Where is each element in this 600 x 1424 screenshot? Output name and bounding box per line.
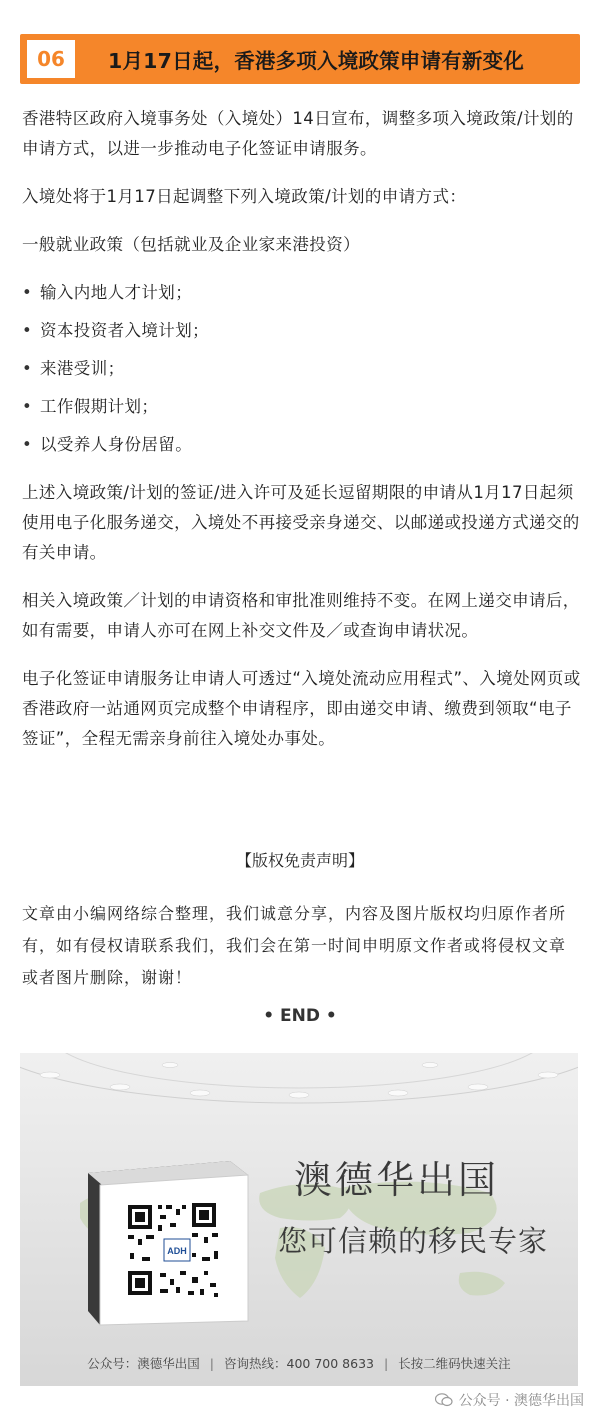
- qr-logo-text: ADH: [167, 1246, 187, 1256]
- list-item: • 工作假期计划；: [22, 392, 582, 422]
- section-number: 06: [26, 39, 76, 79]
- paragraph-service: 电子化签证申请服务让申请人可透过“入境处流动应用程式”、入境处网页或香港政府一站通网页完成整个申请程序，即由递交申请、缴费到领取“电子签证”，全程无需亲身前往入境处办事处。: [22, 669, 581, 748]
- paragraph-electronic: 上述入境政策/计划的签证/进入许可及延长逗留期限的申请从1月17日起须使用电子化服务递交，入境处不再接受亲身递交、以邮递或投递方式递交的有关申请。: [22, 483, 580, 562]
- paragraph-intro: 香港特区政府入境事务处（入境处）14日宣布，调整多项入境政策/计划的申请方式，以进一步推动电子化签证申请服务。: [22, 109, 574, 158]
- banner-footer: [20, 1354, 578, 1372]
- copyright-body: 文章由小编网络综合整理，我们诚意分享，内容及图片版权均归原作者所有，如有侵权请联系我们，我们会在第一时间申明原文作者或将侵权文章或者图片删除，谢谢！: [22, 904, 567, 987]
- qr-code-cube: [80, 1153, 260, 1333]
- separator: |: [383, 1356, 389, 1371]
- list-item: • 来港受训；: [22, 354, 582, 384]
- footer-tip: 长按二维码快速关注: [398, 1356, 511, 1371]
- end-marker: • END •: [263, 1006, 337, 1026]
- list-item: • 以受养人身份居留。: [22, 430, 582, 460]
- watermark-text: 公众号 · 澳德华出国: [458, 1393, 584, 1409]
- section-header: [20, 34, 580, 84]
- policy-list: [22, 278, 582, 460]
- copyright-title: 【版权免责声明】: [235, 851, 364, 870]
- paragraph-policy: 一般就业政策（包括就业及企业家来港投资）: [22, 235, 360, 254]
- brand-name: 澳德华出国: [294, 1158, 500, 1202]
- ceiling-lights-decoration: [20, 1053, 578, 1163]
- footer-hotline: 咨询热线：400 700 8633: [224, 1356, 374, 1371]
- article-title: 1月17日起，香港多项入境政策申请有新变化: [108, 49, 524, 73]
- brand-slogan: 您可信赖的移民专家: [278, 1224, 549, 1258]
- article-body: [22, 104, 582, 772]
- wechat-icon: [435, 1393, 453, 1407]
- separator: |: [209, 1356, 215, 1371]
- list-item: • 资本投资者入境计划；: [22, 316, 582, 346]
- promo-banner: [20, 1053, 578, 1386]
- paragraph-criteria: 相关入境政策／计划的申请资格和审批准则维持不变。在网上递交申请后，如有需要，申请人亦可在网上补交文件及／或查询申请状况。: [22, 591, 580, 640]
- list-item: • 输入内地人才计划；: [22, 278, 582, 308]
- paragraph-announcement: 入境处将于1月17日起调整下列入境政策/计划的申请方式：: [22, 187, 467, 206]
- footer-account: 公众号：澳德华出国: [87, 1356, 200, 1371]
- wechat-watermark: [435, 1390, 584, 1410]
